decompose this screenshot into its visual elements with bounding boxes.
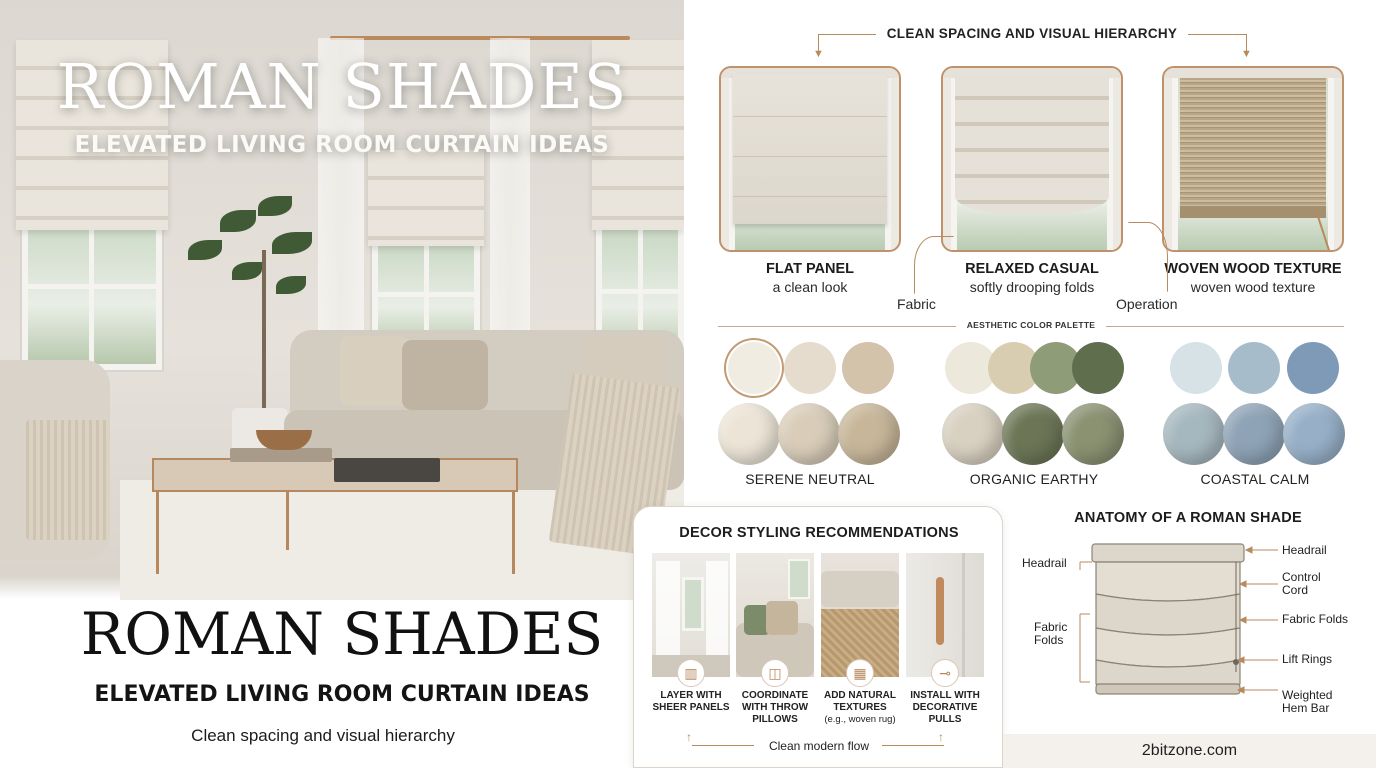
decor-label-decorative-pulls: INSTALL WITH DECORATIVE PULLS (910, 690, 980, 725)
style-desc-flat-panel: a clean look (772, 279, 848, 295)
color-swatch[interactable] (1170, 342, 1222, 394)
anatomy-right-weighted-hem-bar: Weighted Hem Bar (1282, 688, 1333, 715)
style-card-relaxed-casual (941, 66, 1123, 252)
hero-subtitle-bottom: ELEVATED LIVING ROOM CURTAIN IDEAS (94, 682, 590, 707)
anatomy-right-control-cord: Control Cord (1282, 570, 1321, 597)
shade-headrail (1164, 68, 1342, 78)
palette-heading: AESTHETIC COLOR PALETTE (956, 320, 1106, 330)
arrow-down-icon: ▼ (813, 48, 824, 60)
style-desc-woven-wood: woven wood texture (1190, 279, 1316, 295)
fabric-swatch[interactable] (1062, 403, 1124, 465)
anatomy-right-fabric-folds: Fabric Folds (1282, 612, 1349, 626)
plant-leaf (258, 196, 292, 216)
style-card-woven-wood (1162, 66, 1344, 252)
arrow-up-icon: ↑ (686, 730, 692, 744)
decor-title: DECOR STYLING RECOMMENDATIONS (679, 525, 959, 541)
hero-caption: Clean spacing and visual hierarchy (191, 726, 455, 745)
decor-flow-caption: Clean modern flow (768, 739, 870, 753)
anatomy-right-lift-rings: Lift Rings (1282, 652, 1333, 666)
plant-leaf (188, 240, 222, 260)
fabric-swatch[interactable] (1283, 403, 1345, 465)
operation-callout-arrow (1128, 222, 1168, 292)
table-leg (156, 490, 159, 574)
shade-fold (733, 116, 887, 117)
bracket-line-right (1188, 34, 1246, 35)
fabric-swatch[interactable] (838, 403, 900, 465)
shade-fold (733, 196, 887, 197)
decor-note: (e.g., woven rug) (824, 714, 896, 725)
shade-fold (733, 156, 887, 157)
book-stack (334, 458, 440, 482)
style-card-flat-panel (719, 66, 901, 252)
plant-leaf (220, 210, 256, 232)
color-swatch[interactable] (1072, 342, 1124, 394)
hero-title-bottom: ROMAN SHADES (80, 600, 604, 668)
table-leg (512, 490, 515, 574)
book-stack (230, 448, 332, 462)
fabric-swatch[interactable] (718, 403, 780, 465)
palette-group-name: SERENE NEUTRAL (745, 471, 875, 487)
decor-card (633, 506, 1003, 768)
fabric-callout-arrow (914, 236, 954, 294)
plant-trunk (262, 250, 266, 420)
anatomy-title: ANATOMY OF A ROMAN SHADE (1074, 510, 1302, 526)
throw-pillow (340, 336, 410, 406)
fabric-swatch[interactable] (778, 403, 840, 465)
style-name-woven-wood: WOVEN WOOD TEXTURE (1164, 261, 1342, 277)
pull-icon: ⊸ (931, 659, 959, 687)
fabric-swatch[interactable] (942, 403, 1004, 465)
color-swatch[interactable] (728, 342, 780, 394)
color-swatch[interactable] (784, 342, 836, 394)
pillow-icon: ◫ (761, 659, 789, 687)
fabric-swatch[interactable] (1002, 403, 1064, 465)
color-swatch[interactable] (1228, 342, 1280, 394)
curtain-rod (330, 36, 630, 40)
anatomy-left-headrail: Headrail (1022, 556, 1067, 570)
style-name-relaxed-casual: RELAXED CASUAL (965, 261, 1099, 277)
color-swatch[interactable] (842, 342, 894, 394)
hero-title-top: ROMAN SHADES (56, 50, 628, 123)
woven-wood-shade (1180, 78, 1326, 218)
plant-leaf (272, 232, 312, 254)
hero-subtitle-top: ELEVATED LIVING ROOM CURTAIN IDEAS (74, 132, 610, 158)
styles-heading: CLEAN SPACING AND VISUAL HIERARCHY (886, 26, 1178, 41)
style-name-flat-panel: FLAT PANEL (765, 261, 855, 277)
plant-leaf (232, 262, 262, 280)
decor-label-sheer-panels: LAYER WITH SHEER PANELS (652, 690, 730, 713)
decor-label-throw-pillows: COORDINATE WITH THROW PILLOWS (741, 690, 809, 725)
flat-panel-shade (733, 74, 887, 224)
relaxed-casual-shade (955, 74, 1109, 214)
table-leg (286, 490, 289, 550)
armchair-throw (26, 420, 110, 540)
brand-url: 2bitzone.com (1141, 742, 1238, 759)
style-desc-relaxed-casual: softly drooping folds (969, 279, 1095, 295)
palette-group-name: COASTAL CALM (1200, 471, 1310, 487)
arrow-down-icon: ▼ (1241, 48, 1252, 60)
callout-fabric: Fabric (897, 296, 936, 312)
curtain-icon: ▥ (677, 659, 705, 687)
decor-label-natural-textures: ADD NATURAL TEXTURES (e.g., woven rug) (818, 690, 902, 726)
window-left (22, 210, 162, 370)
anatomy-left-fabric-folds: Fabric Folds (1034, 620, 1068, 647)
fabric-swatch[interactable] (1223, 403, 1285, 465)
arrow-up-icon: ↑ (938, 730, 944, 744)
roman-shade-center (368, 150, 484, 246)
anatomy-right-headrail: Headrail (1282, 543, 1327, 557)
fabric-swatch[interactable] (1163, 403, 1225, 465)
throw-pillow (402, 340, 488, 410)
plant-leaf (276, 276, 306, 294)
bracket-line-left (818, 34, 876, 35)
hero-panel (0, 0, 684, 768)
callout-operation: Operation (1116, 296, 1178, 312)
palette-group-name: ORGANIC EARTHY (969, 471, 1099, 487)
shade-body (1092, 544, 1244, 694)
texture-icon: ▦ (846, 659, 874, 687)
color-swatch[interactable] (1287, 342, 1339, 394)
